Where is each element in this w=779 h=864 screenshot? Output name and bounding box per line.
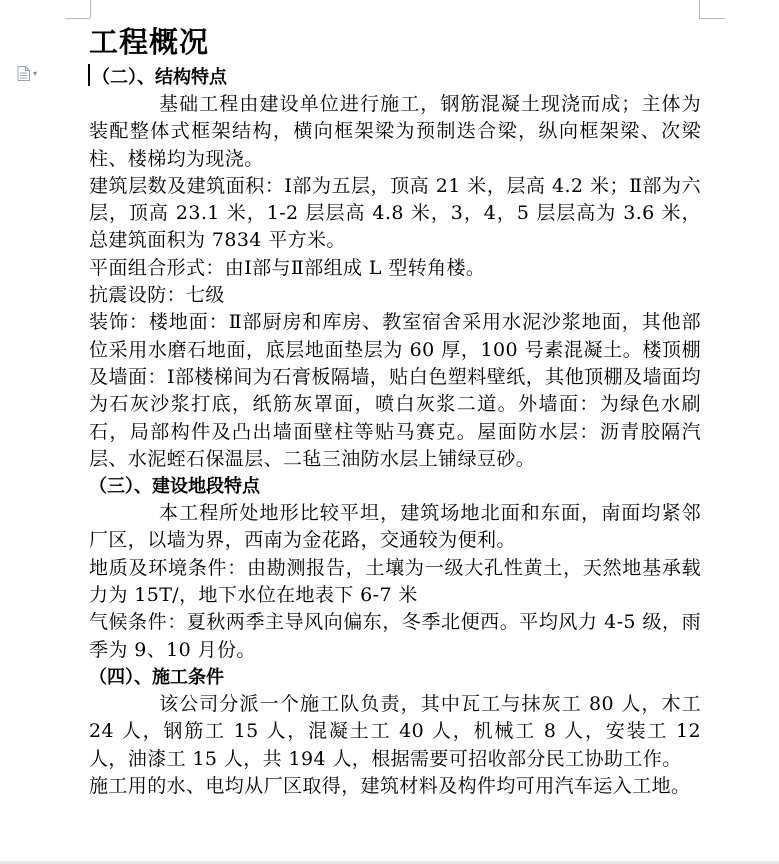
crop-mark-top-right-horizontal bbox=[699, 18, 725, 19]
paragraph: 地质及环境条件：由勘测报告，土壤为一级大孔性黄土，天然地基承载力为 15T/，地下水位在地表下 6-7 米 bbox=[89, 556, 701, 607]
crop-mark-top-left-horizontal bbox=[66, 18, 90, 19]
paragraph: 气候条件：夏秋两季主导风向偏东，冬季北便西。平均风力 4-5 级，雨季为 9、10 月份。 bbox=[89, 611, 701, 661]
section-site bbox=[89, 473, 701, 664]
section-structure bbox=[89, 64, 701, 473]
document-body[interactable] bbox=[89, 20, 701, 800]
paragraph: 本工程所处地形比较平坦，建筑场地北面和东面，南面均紧邻厂区，以墙为界，西南为金花路，交通较为便利。 bbox=[89, 502, 701, 552]
text-cursor bbox=[88, 64, 90, 86]
page-title: 工程概况 bbox=[89, 25, 210, 59]
crop-mark-top-right-vertical bbox=[699, 0, 700, 18]
section-heading: （四）、施工条件 bbox=[89, 666, 224, 688]
paragraph: 施工用的水、电均从厂区取得，建筑材料及构件均可用汽车运入工地。 bbox=[89, 774, 691, 797]
paragraph: 平面组合形式：由Ⅰ部与Ⅱ部组成 L 型转角楼。 bbox=[89, 256, 486, 279]
crop-mark-top-left-vertical bbox=[90, 0, 91, 18]
paragraph: 该公司分派一个施工队负责，其中瓦工与抹灰工 80 人，木工 24 人，钢筋工 15 人，混凝土工 40 人，机械工 8 人，安装工 12 人，油漆工 15 人，共 194 人，根据需要可招收部分民工协助工作。 bbox=[89, 692, 701, 770]
chevron-down-icon: ▾ bbox=[33, 68, 38, 78]
paragraph: 建筑层数及建筑面积：Ⅰ部为五层，顶高 21 米，层高 4.2 米；Ⅱ部为六层，顶高 23.1 米，1-2 层层高 4.8 米，3，4，5 层层高为 3.6 米，总建筑面积为 7834 平方米。 bbox=[89, 174, 701, 252]
section-heading: （二）、结构特点 bbox=[92, 67, 227, 88]
section-conditions bbox=[89, 664, 701, 800]
paragraph: 装饰：楼地面：Ⅱ部厨房和库房、教室宿舍采用水泥沙浆地面，其他部位采用水磨石地面，底层地面垫层为 60 厚，100 号素混凝土。楼顶棚及墙面：Ⅰ部楼梯间为石膏板隔墙，贴白色塑料壁纸，其他顶棚及墙面均为石灰沙浆打底，纸筋灰罩面，喷白灰浆二道。外墙面：为绿色水刷石，局部构件及凸出墙面壁柱等贴马赛克。屋面防水层：沥青胶隔汽层、水泥蛭石保温层、二毡三油防水层上铺绿豆砂。 bbox=[89, 311, 701, 470]
paragraph: 基础工程由建设单位进行施工，钢筋混凝土现浇而成；主体为装配整体式框架结构，横向框架梁为预制迭合梁，纵向框架梁、次梁柱、楼梯均为现浇。 bbox=[89, 93, 701, 170]
paragraph: 抗震设防：七级 bbox=[89, 284, 225, 307]
section-heading: （三）、建设地段特点 bbox=[89, 476, 260, 498]
document-outline-icon bbox=[17, 66, 30, 81]
document-outline-button[interactable] bbox=[17, 66, 37, 81]
